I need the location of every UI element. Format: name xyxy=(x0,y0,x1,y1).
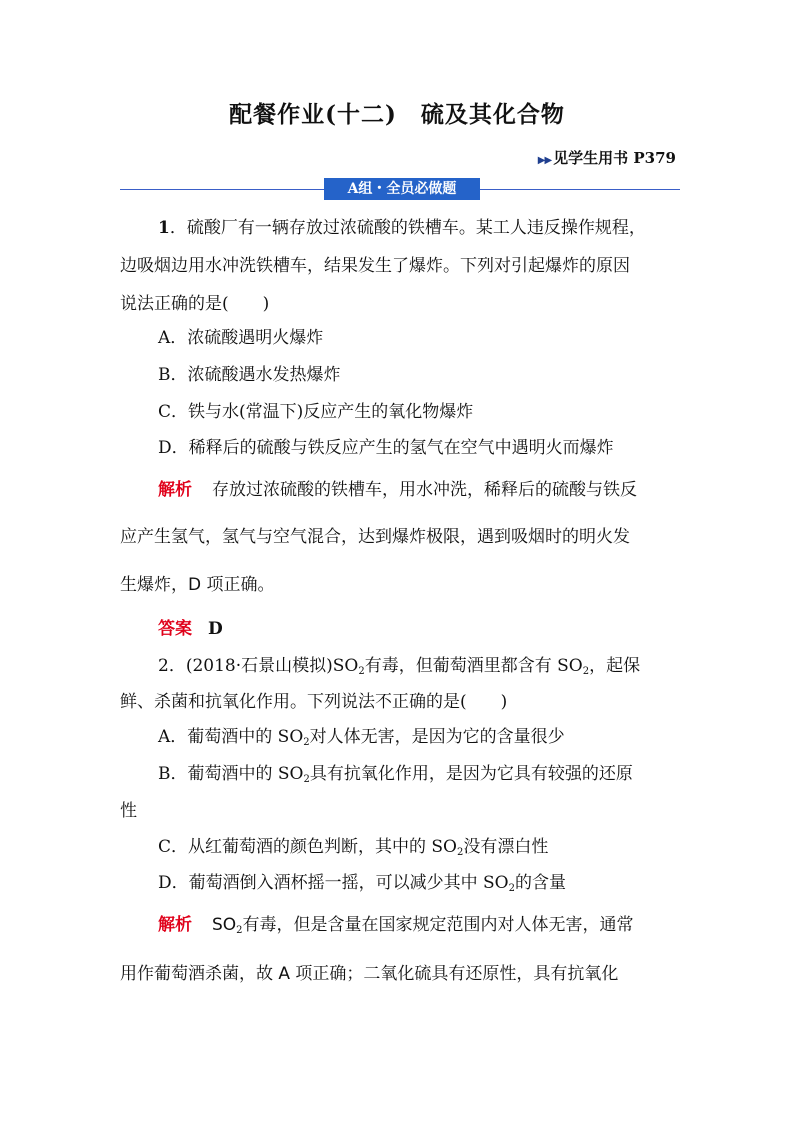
q2-stem-line-2: 鲜、杀菌和抗氧化作用。下列说法不正确的是( ) xyxy=(120,692,508,712)
q2-option-b-text: B．葡萄酒中的 SO xyxy=(158,764,304,784)
q2-stem-text-1b: 有毒，但葡萄酒里都含有 SO xyxy=(364,656,583,676)
q2-option-c xyxy=(158,832,548,857)
q2-explanation-line-2: 用作葡萄酒杀菌，故 A 项正确；二氧化硫具有还原性，具有抗氧化 xyxy=(120,964,619,984)
q2-option-a-text-2: 对人体无害，是因为它的含量很少 xyxy=(309,727,565,747)
q2-option-c-text: C．从红葡萄酒的颜色判断，其中的 SO xyxy=(158,837,457,857)
q2-option-b xyxy=(158,759,633,784)
q2-explanation-text-1b: 有毒，但是含量在国家规定范围内对人体无害，通常 xyxy=(242,915,634,935)
q1-explanation-text-1: 存放过浓硫酸的铁槽车，用水冲洗，稀释后的硫酸与铁反 xyxy=(212,480,637,500)
q2-option-c-text-2: 没有漂白性 xyxy=(463,837,549,857)
q2-stem-line-1 xyxy=(158,651,640,676)
q1-option-b: B．浓硫酸遇水发热爆炸 xyxy=(158,365,341,385)
q2-subscript: 2 xyxy=(303,774,310,785)
q1-stem-text-1: ．硫酸厂有一辆存放过浓硫酸的铁槽车。某工人违反操作规程， xyxy=(169,218,646,238)
q2-subscript: 2 xyxy=(582,666,590,677)
q2-option-b-continued: 性 xyxy=(120,801,137,821)
q2-subscript: 2 xyxy=(303,737,310,748)
q1-stem-line-3: 说法正确的是( ) xyxy=(120,294,270,314)
q1-explanation-line-2: 应产生氢气，氢气与空气混合，达到爆炸极限，遇到吸烟时的明火发 xyxy=(120,527,630,547)
q1-option-a: A．浓硫酸遇明火爆炸 xyxy=(158,328,324,348)
q2-option-a-text: A．葡萄酒中的 SO xyxy=(158,727,304,747)
q1-answer-value: D xyxy=(208,619,223,639)
q1-explanation-label: 解析 xyxy=(158,480,192,500)
q1-stem-line-2: 边吸烟边用水冲洗铁槽车，结果发生了爆炸。下列对引起爆炸的原因 xyxy=(120,256,630,276)
q1-explanation-line-1 xyxy=(158,475,637,500)
q2-subscript: 2 xyxy=(457,847,464,858)
section-banner: A组・全员必做题 xyxy=(324,178,480,200)
q2-explanation-text-1a: SO xyxy=(212,915,237,935)
q2-stem-text-1a: 2．(2018·石景山模拟)SO xyxy=(158,656,359,676)
q2-stem-text-1c: ，起保 xyxy=(589,656,641,676)
q1-option-d: D．稀释后的硫酸与铁反应产生的氢气在空气中遇明火而爆炸 xyxy=(158,438,614,458)
q1-explanation-line-3: 生爆炸，D 项正确。 xyxy=(120,575,275,595)
q1-option-c: C．铁与水(常温下)反应产生的氧化物爆炸 xyxy=(158,402,474,422)
q2-explanation-label: 解析 xyxy=(158,915,192,935)
q2-option-b-text-2: 具有抗氧化作用，是因为它具有较强的还原 xyxy=(309,764,633,784)
q2-option-d-text-2: 的含量 xyxy=(515,873,566,893)
q1-answer xyxy=(158,614,223,639)
q2-option-d xyxy=(158,868,566,893)
q1-answer-label: 答案 xyxy=(158,619,192,639)
book-page-reference xyxy=(538,147,676,168)
q1-stem-line-1: 1．硫酸厂有一辆存放过浓硫酸的铁槽车。某工人违反操作规程， xyxy=(158,218,646,238)
ref-label: 见学生用书 P379 xyxy=(553,149,676,167)
q2-explanation-line-1 xyxy=(158,910,634,935)
q2-subscript: 2 xyxy=(508,883,515,894)
double-triangle-icon: ▶▶ xyxy=(537,155,552,166)
q2-option-d-text: D．葡萄酒倒入酒杯摇一摇，可以减少其中 SO xyxy=(158,873,509,893)
page-title: 配餐作业(十二) 硫及其化合物 xyxy=(229,101,565,128)
q2-subscript: 2 xyxy=(236,925,243,936)
q2-subscript: 2 xyxy=(358,666,365,677)
q2-option-a xyxy=(158,722,565,747)
